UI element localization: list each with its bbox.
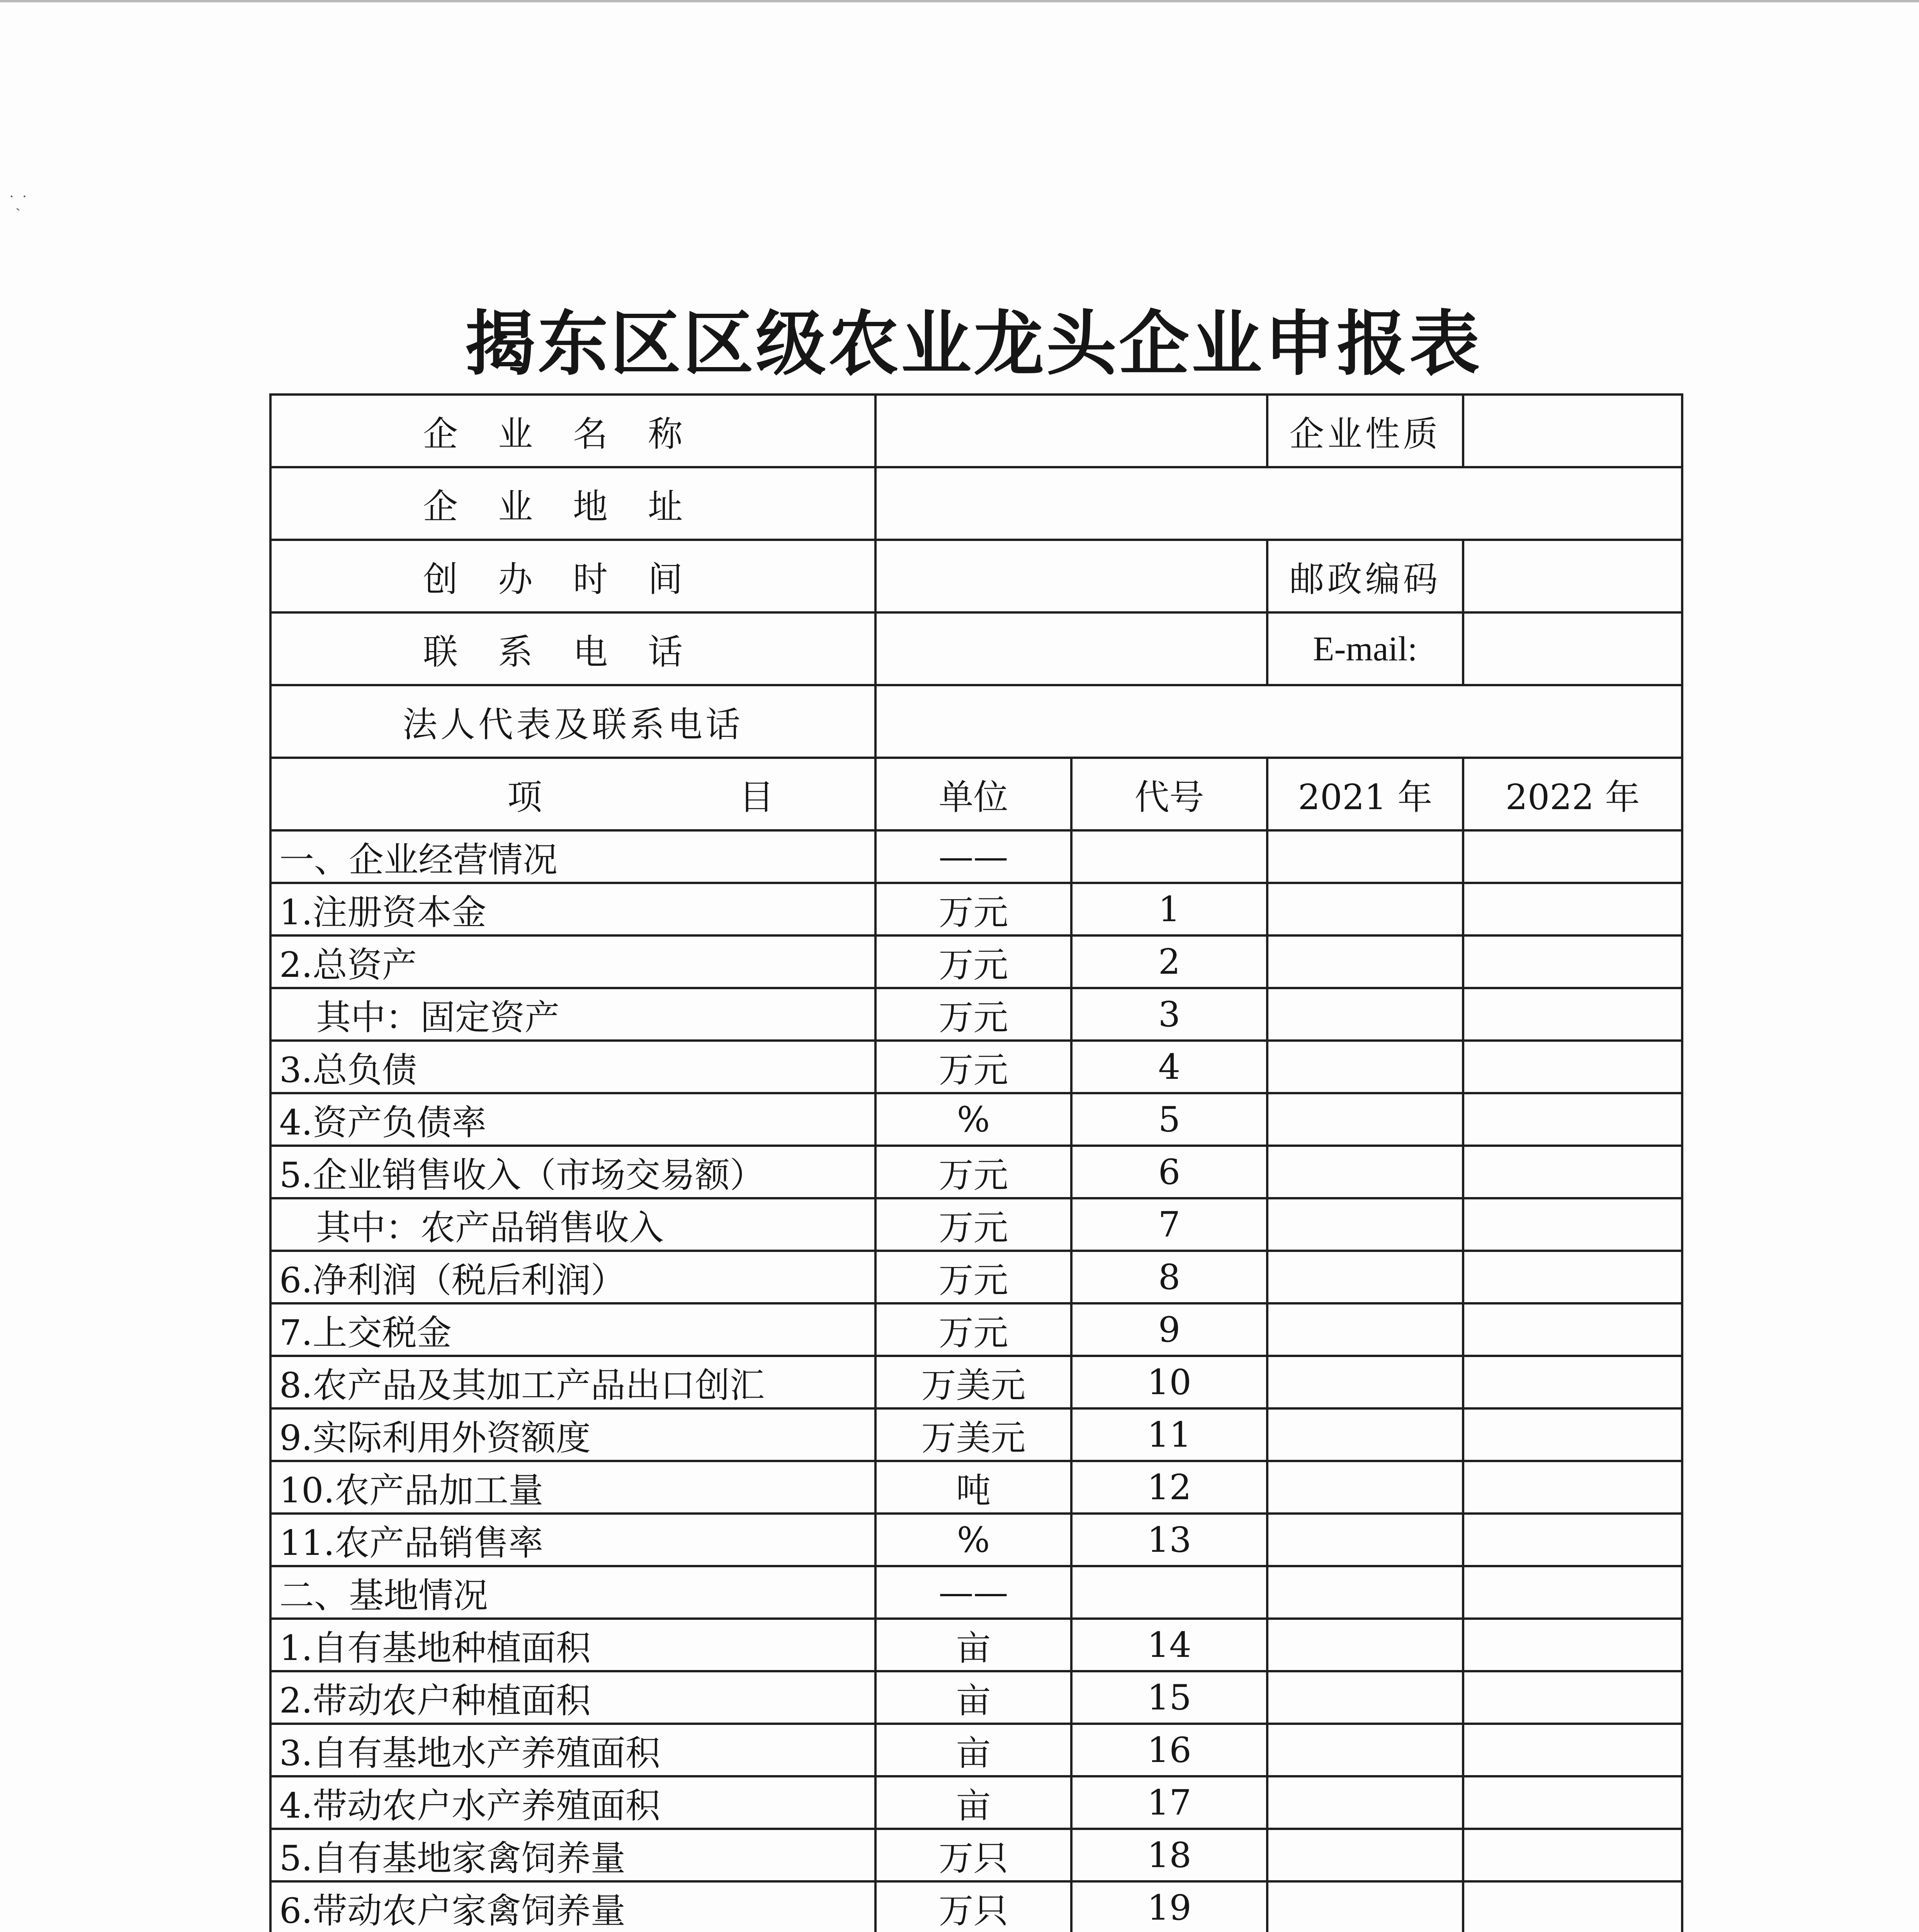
row-2021-value-field[interactable]: [1267, 1514, 1463, 1566]
row-2021-value-field[interactable]: [1267, 1356, 1463, 1408]
enterprise-nature-label: 企业性质: [1267, 395, 1463, 467]
row-2022-value-field[interactable]: [1463, 1041, 1682, 1093]
row-2021-value-field[interactable]: [1267, 935, 1463, 988]
table-row: [270, 1356, 1682, 1408]
row-code: 5: [1071, 1093, 1267, 1146]
row-item-label: 其中：农产品销售收入: [270, 1198, 875, 1251]
item-header-left: 项: [507, 777, 542, 818]
row-code: 7: [1071, 1198, 1267, 1251]
row-code: 17: [1071, 1776, 1267, 1829]
email-label: E-mail:: [1267, 612, 1463, 685]
row-2022-value-field[interactable]: [1463, 1146, 1682, 1198]
row-item-label: 4.资产负债率: [270, 1093, 875, 1146]
table-row: [270, 1671, 1682, 1724]
row-2022-value-field[interactable]: [1463, 1881, 1682, 1932]
row-unit: 亩: [875, 1619, 1071, 1671]
row-code: 16: [1071, 1724, 1267, 1776]
row-item-label: 2.总资产: [270, 935, 875, 988]
row-code: [1071, 830, 1267, 883]
row-2022-value-field[interactable]: [1463, 1408, 1682, 1461]
postal-code-field[interactable]: [1463, 540, 1682, 612]
row-code: 1: [1071, 883, 1267, 935]
enterprise-address-row: [270, 467, 1682, 540]
contact-phone-label: 联系电话: [270, 612, 875, 685]
row-unit: %: [875, 1514, 1071, 1566]
row-code: 9: [1071, 1303, 1267, 1356]
row-2021-value-field[interactable]: [1267, 1251, 1463, 1303]
row-unit: 万元: [875, 988, 1071, 1041]
row-2022-value-field[interactable]: [1463, 1251, 1682, 1303]
scan-speck: ˙ˎ˙: [8, 194, 29, 211]
row-item-label: 8.农产品及其加工产品出口创汇: [270, 1356, 875, 1408]
table-row: [270, 1093, 1682, 1146]
item-column-header: [270, 758, 875, 830]
row-2021-value-field[interactable]: [1267, 830, 1463, 883]
row-2022-value-field[interactable]: [1463, 830, 1682, 883]
row-2022-value-field[interactable]: [1463, 1671, 1682, 1724]
row-unit: 万美元: [875, 1356, 1071, 1408]
enterprise-name-field[interactable]: [875, 395, 1267, 467]
enterprise-nature-field[interactable]: [1463, 395, 1682, 467]
row-code: 10: [1071, 1356, 1267, 1408]
scan-edge: [0, 0, 1919, 2]
table-row: [270, 1776, 1682, 1829]
row-2021-value-field[interactable]: [1267, 1198, 1463, 1251]
founding-time-field[interactable]: [875, 540, 1267, 612]
table-row: [270, 1566, 1682, 1619]
row-item-label: 5.企业销售收入（市场交易额）: [270, 1146, 875, 1198]
row-2021-value-field[interactable]: [1267, 1093, 1463, 1146]
row-item-label: 3.总负债: [270, 1041, 875, 1093]
row-2022-value-field[interactable]: [1463, 1303, 1682, 1356]
row-unit: 亩: [875, 1776, 1071, 1829]
row-item-label: 3.自有基地水产养殖面积: [270, 1724, 875, 1776]
row-code: 4: [1071, 1041, 1267, 1093]
row-code: 2: [1071, 935, 1267, 988]
row-item-label: 6.净利润（税后利润）: [270, 1251, 875, 1303]
row-2021-value-field[interactable]: [1267, 1881, 1463, 1932]
row-unit: 万元: [875, 1251, 1071, 1303]
row-code: 15: [1071, 1671, 1267, 1724]
row-code: 14: [1071, 1619, 1267, 1671]
legal-rep-row: [270, 685, 1682, 758]
row-2021-value-field[interactable]: [1267, 1776, 1463, 1829]
table-row: [270, 1619, 1682, 1671]
enterprise-name-row: [270, 395, 1682, 467]
row-unit: 万只: [875, 1881, 1071, 1932]
row-2021-value-field[interactable]: [1267, 1146, 1463, 1198]
row-item-label: 11.农产品销售率: [270, 1514, 875, 1566]
row-item-label: 9.实际利用外资额度: [270, 1408, 875, 1461]
form-title: 揭东区区级农业龙头企业申报表: [465, 303, 1482, 385]
row-2021-value-field[interactable]: [1267, 988, 1463, 1041]
table-row: [270, 830, 1682, 883]
row-2021-value-field[interactable]: [1267, 883, 1463, 935]
code-column-header: 代号: [1071, 758, 1267, 830]
column-header-row: [270, 758, 1682, 830]
row-item-label: 二、基地情况: [270, 1566, 875, 1619]
row-unit: 万美元: [875, 1408, 1071, 1461]
indicator-rows: [270, 830, 1682, 1932]
row-unit: 万元: [875, 883, 1071, 935]
row-2021-value-field[interactable]: [1267, 1408, 1463, 1461]
legal-rep-field[interactable]: [875, 685, 1682, 758]
row-2022-value-field[interactable]: [1463, 1829, 1682, 1881]
enterprise-name-label: 企业名称: [270, 395, 875, 467]
year-2021-column-header: 2021 年: [1267, 758, 1463, 830]
table-row: [270, 883, 1682, 935]
row-item-label: 7.上交税金: [270, 1303, 875, 1356]
table-row: [270, 935, 1682, 988]
row-2022-value-field[interactable]: [1463, 1461, 1682, 1514]
table-row: [270, 1408, 1682, 1461]
table-row: [270, 1251, 1682, 1303]
contact-phone-row: [270, 612, 1682, 685]
row-unit: 万元: [875, 1303, 1071, 1356]
row-2022-value-field[interactable]: [1463, 1566, 1682, 1619]
year-2022-column-header: 2022 年: [1463, 758, 1682, 830]
row-item-label: 其中：固定资产: [270, 988, 875, 1041]
row-unit: 万只: [875, 1829, 1071, 1881]
unit-column-header: 单位: [875, 758, 1071, 830]
row-2021-value-field[interactable]: [1267, 1041, 1463, 1093]
row-code: 13: [1071, 1514, 1267, 1566]
contact-phone-field[interactable]: [875, 612, 1267, 685]
email-field[interactable]: [1463, 612, 1682, 685]
row-item-label: 6.带动农户家禽饲养量: [270, 1881, 875, 1932]
table-row: [270, 988, 1682, 1041]
postal-code-label: 邮政编码: [1267, 540, 1463, 612]
row-2022-value-field[interactable]: [1463, 988, 1682, 1041]
row-code: 3: [1071, 988, 1267, 1041]
row-2022-value-field[interactable]: [1463, 1619, 1682, 1671]
row-2021-value-field[interactable]: [1267, 1724, 1463, 1776]
row-code: 8: [1071, 1251, 1267, 1303]
row-code: 18: [1071, 1829, 1267, 1881]
row-item-label: 5.自有基地家禽饲养量: [270, 1829, 875, 1881]
row-code: 12: [1071, 1461, 1267, 1514]
founding-time-row: [270, 540, 1682, 612]
table-row: [270, 1724, 1682, 1776]
table-row: [270, 1461, 1682, 1514]
row-2022-value-field[interactable]: [1463, 1724, 1682, 1776]
row-unit: ——: [875, 830, 1071, 883]
row-unit: 万元: [875, 935, 1071, 988]
row-2021-value-field[interactable]: [1267, 1829, 1463, 1881]
table-row: [270, 1146, 1682, 1198]
row-code: [1071, 1566, 1267, 1619]
row-2021-value-field[interactable]: [1267, 1566, 1463, 1619]
row-unit: 万元: [875, 1041, 1071, 1093]
row-unit: %: [875, 1093, 1071, 1146]
row-code: 6: [1071, 1146, 1267, 1198]
table-row: [270, 1303, 1682, 1356]
table-row: [270, 1198, 1682, 1251]
enterprise-address-field[interactable]: [875, 467, 1682, 540]
item-header-right: 目: [739, 777, 774, 818]
row-item-label: 1.注册资本金: [270, 883, 875, 935]
row-item-label: 4.带动农户水产养殖面积: [270, 1776, 875, 1829]
row-item-label: 10.农产品加工量: [270, 1461, 875, 1514]
row-item-label: 1.自有基地种植面积: [270, 1619, 875, 1671]
row-item-label: 2.带动农户种植面积: [270, 1671, 875, 1724]
row-2021-value-field[interactable]: [1267, 1671, 1463, 1724]
row-unit: 吨: [875, 1461, 1071, 1514]
row-code: 11: [1071, 1408, 1267, 1461]
table-row: [270, 1041, 1682, 1093]
row-2022-value-field[interactable]: [1463, 1198, 1682, 1251]
row-2022-value-field[interactable]: [1463, 1093, 1682, 1146]
row-2022-value-field[interactable]: [1463, 1776, 1682, 1829]
row-item-label: 一、企业经营情况: [270, 830, 875, 883]
legal-rep-label: 法人代表及联系电话: [270, 685, 875, 758]
row-unit: 万元: [875, 1146, 1071, 1198]
row-unit: 万元: [875, 1198, 1071, 1251]
row-2022-value-field[interactable]: [1463, 1356, 1682, 1408]
row-unit: 亩: [875, 1671, 1071, 1724]
row-unit: ——: [875, 1566, 1071, 1619]
table-row: [270, 1881, 1682, 1932]
founding-time-label: 创办时间: [270, 540, 875, 612]
row-code: 19: [1071, 1881, 1267, 1932]
table-row: [270, 1829, 1682, 1881]
row-2022-value-field[interactable]: [1463, 883, 1682, 935]
row-2021-value-field[interactable]: [1267, 1461, 1463, 1514]
row-2021-value-field[interactable]: [1267, 1619, 1463, 1671]
application-form-table: [269, 393, 1683, 1932]
enterprise-address-label: 企业地址: [270, 467, 875, 540]
table-row: [270, 1514, 1682, 1566]
row-2022-value-field[interactable]: [1463, 1514, 1682, 1566]
row-2022-value-field[interactable]: [1463, 935, 1682, 988]
row-2021-value-field[interactable]: [1267, 1303, 1463, 1356]
row-unit: 亩: [875, 1724, 1071, 1776]
